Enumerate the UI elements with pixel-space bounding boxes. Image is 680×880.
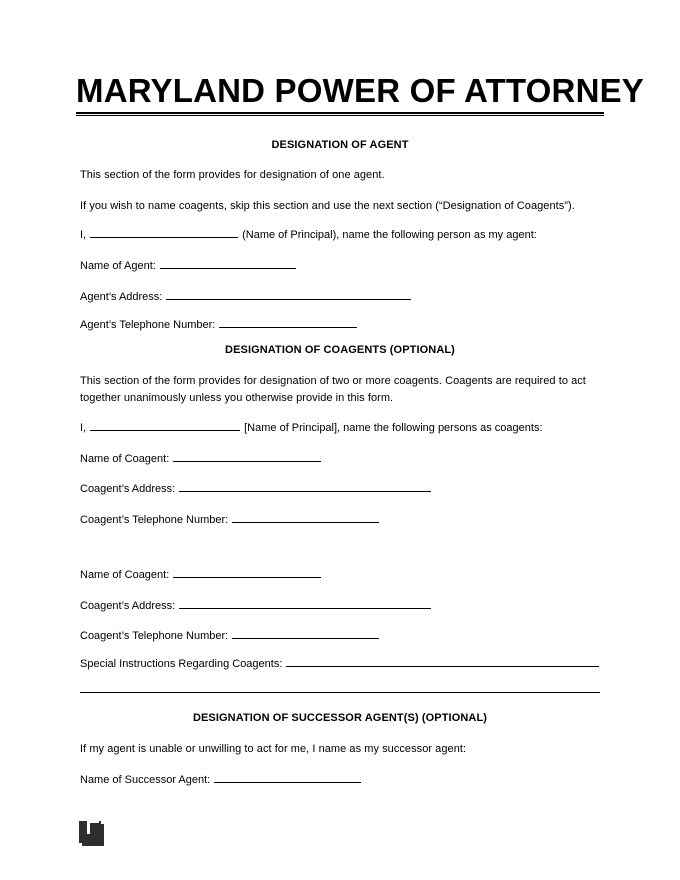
successor-paragraph-1: If my agent is unable or unwilling to act for me, I name as my successor agent:: [80, 743, 467, 755]
field-blank[interactable]: [179, 480, 431, 492]
section-heading-designation-of-coagents: DESIGNATION OF COAGENTS (OPTIONAL): [225, 344, 455, 356]
field-label: Name of Agent:: [80, 260, 156, 272]
field-coagent-address-1: [80, 480, 431, 497]
field-label: Coagent’s Address:: [80, 600, 176, 612]
field-blank[interactable]: [286, 655, 599, 667]
field-label: Special Instructions Regarding Coagents:: [80, 658, 283, 670]
field-agent-telephone: [80, 316, 357, 333]
field-blank[interactable]: [219, 316, 357, 328]
legal-templates-logo-icon: [79, 821, 104, 846]
field-label: Coagent’s Telephone Number:: [80, 514, 229, 526]
field-blank[interactable]: [179, 597, 431, 609]
field-label: Coagent’s Telephone Number:: [80, 630, 229, 642]
field-blank[interactable]: [173, 566, 321, 578]
field-label: Agent’s Address:: [80, 291, 163, 303]
field-blank[interactable]: [214, 771, 361, 783]
section-heading-designation-of-successor-agents: DESIGNATION OF SUCCESSOR AGENT(S) (OPTIONAL): [192, 712, 488, 724]
field-special-instructions: [80, 655, 599, 672]
field-name-of-coagent-1: [80, 450, 321, 467]
field-name-of-agent: [80, 257, 296, 274]
principal-name-blank[interactable]: [90, 226, 238, 238]
agent-principal-name-line: [80, 226, 537, 243]
field-coagent-address-2: [80, 597, 431, 614]
agent-paragraph-1: This section of the form provides for designation of one agent.: [80, 169, 385, 181]
principal-name-blank[interactable]: [90, 419, 240, 431]
page-title: MARYLAND POWER OF ATTORNEY: [76, 72, 645, 109]
field-blank[interactable]: [173, 450, 321, 462]
field-label: Name of Successor Agent:: [80, 774, 211, 786]
coagents-paragraph-1: This section of the form provides for designation of two or more coagents. Coagents are required to act together unanimously unless you otherwise provide in this form.: [80, 375, 586, 404]
principal-prefix-label: I,: [80, 422, 87, 434]
field-blank[interactable]: [232, 627, 379, 639]
field-name-of-coagent-2: [80, 566, 321, 583]
section-heading-designation-of-agent: DESIGNATION OF AGENT: [271, 139, 409, 151]
field-name-of-successor-agent: [80, 771, 361, 788]
logo-l-inner: [90, 823, 101, 834]
field-label: Name of Coagent:: [80, 569, 170, 581]
title-divider: [76, 112, 604, 116]
field-coagent-telephone-2: [80, 627, 379, 644]
field-blank[interactable]: [160, 257, 296, 269]
special-instructions-continuation-blank[interactable]: [80, 692, 600, 693]
principal-prefix-label: I,: [80, 229, 87, 241]
coagents-principal-name-line: [80, 419, 543, 436]
principal-suffix-label: (Name of Principal), name the following person as my agent:: [242, 229, 537, 241]
field-label: Coagent’s Address:: [80, 483, 176, 495]
field-blank[interactable]: [232, 511, 379, 523]
field-blank[interactable]: [166, 288, 411, 300]
field-agent-address: [80, 288, 411, 305]
agent-paragraph-2: If you wish to name coagents, skip this section and use the next section (“Designation of Coagents”).: [80, 200, 575, 212]
principal-suffix-label: [Name of Principal], name the following persons as coagents:: [244, 422, 543, 434]
field-coagent-telephone-1: [80, 511, 379, 528]
field-label: Agent’s Telephone Number:: [80, 319, 216, 331]
field-label: Name of Coagent:: [80, 453, 170, 465]
